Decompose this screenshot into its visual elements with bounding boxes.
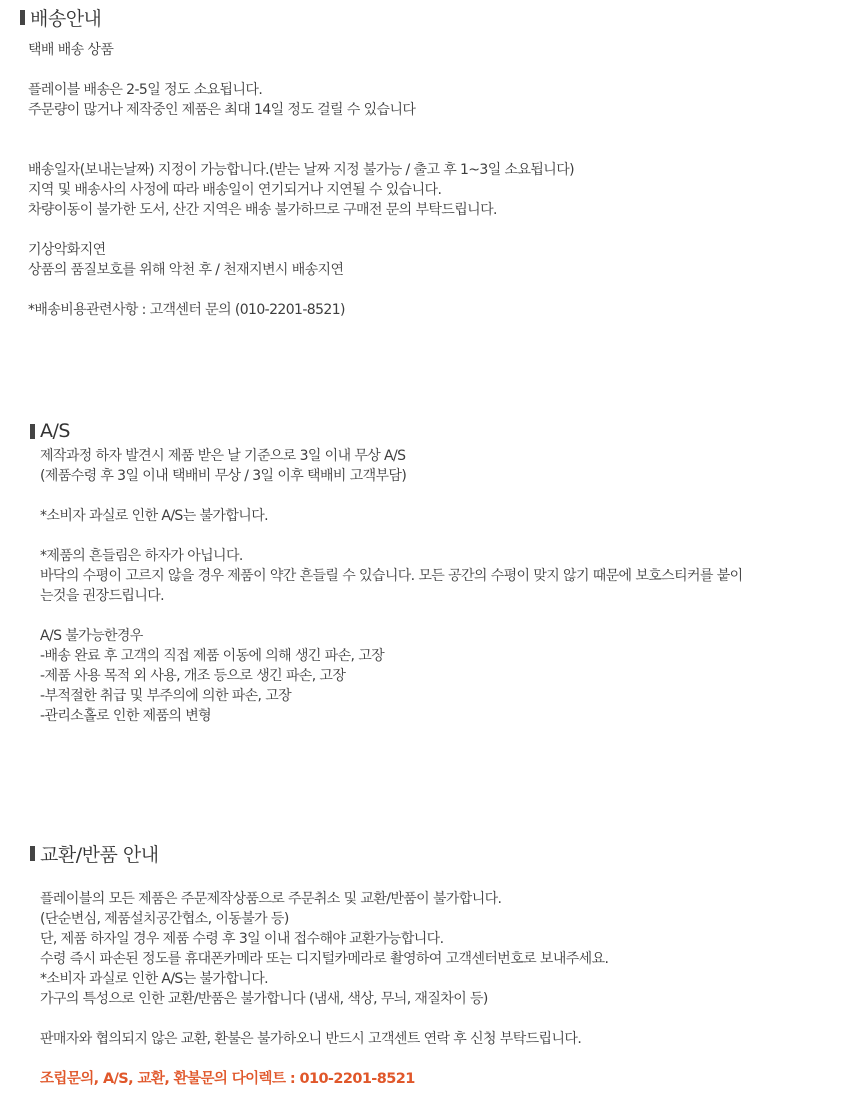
heading-bar-icon <box>20 10 25 25</box>
shipping-subtitle: 택배 배송 상품 <box>28 42 114 58</box>
as-p1-line: 제작과정 하자 발견시 제품 받은 날 기준으로 3일 이내 무상 A/S <box>40 448 406 464</box>
heading-bar-icon <box>30 424 35 439</box>
as-p4-line: -관리소홀로 인한 제품의 변형 <box>40 708 212 724</box>
as-p4-line: -배송 완료 후 고객의 직접 제품 이동에 의해 생긴 파손, 고장 <box>40 648 385 664</box>
exchange-body <box>30 889 860 1089</box>
shipping-p1-line: 주문량이 많거나 제작중인 제품은 최대 14일 정도 걸릴 수 있습니다 <box>28 102 416 118</box>
exchange-p1-line: 단, 제품 하자일 경우 제품 수령 후 3일 이내 접수해야 교환가능합니다. <box>40 931 444 947</box>
exchange-section <box>30 840 860 1089</box>
as-p3-line: 는것을 권장드립니다. <box>40 588 165 604</box>
as-p4-line: -부적절한 취급 및 부주의에 의한 파손, 고장 <box>40 688 292 704</box>
as-title: A/S <box>40 420 70 442</box>
as-section <box>30 420 860 726</box>
exchange-p2-line: 판매자와 협의되지 않은 교환, 환불은 불가하오니 반드시 고객센트 연락 후 신청 부탁드립니다. <box>40 1031 582 1047</box>
shipping-p2-line: 배송일자(보내는날짜) 지정이 가능합니다.(받는 날짜 지정 불가능 / 출고 후 1~3일 소요됩니다) <box>28 162 574 178</box>
shipping-title: 배송안내 <box>30 8 102 30</box>
exchange-p1-line: 플레이블의 모든 제품은 주문제작상품으로 주문취소 및 교환/반품이 불가합니다. <box>40 891 502 907</box>
shipping-cost-note: *배송비용관련사항 : 고객센터 문의 (010-2201-8521) <box>28 302 345 318</box>
shipping-heading <box>20 4 860 31</box>
shipping-p3-line: 기상악화지연 <box>28 242 106 258</box>
as-p2-line: *소비자 과실로 인한 A/S는 불가합니다. <box>40 508 268 524</box>
shipping-body <box>20 40 860 320</box>
as-p4-line: A/S 불가능한경우 <box>40 628 143 644</box>
shipping-p1-line: 플레이블 배송은 2-5일 정도 소요됩니다. <box>28 82 263 98</box>
shipping-p2-line: 지역 및 배송사의 사정에 따라 배송일이 연기되거나 지연될 수 있습니다. <box>28 182 442 198</box>
shipping-p2-line: 차량이동이 불가한 도서, 산간 지역은 배송 불가하므로 구매전 문의 부탁드립니다. <box>28 202 497 218</box>
as-p1-line: (제품수령 후 3일 이내 택배비 무상 / 3일 이후 택배비 고객부담) <box>40 468 407 484</box>
exchange-p1-line: *소비자 과실로 인한 A/S는 불가합니다. <box>40 971 268 987</box>
exchange-title: 교환/반품 안내 <box>40 844 159 866</box>
shipping-p3-line: 상품의 품질보호를 위해 악천 후 / 천재지변시 배송지연 <box>28 262 344 278</box>
direct-contact-line: 조립문의, A/S, 교환, 환불문의 다이렉트 : 010-2201-8521 <box>40 1071 415 1087</box>
as-p3-line: 바닥의 수평이 고르지 않을 경우 제품이 약간 흔들릴 수 있습니다. 모든 공간의 수평이 맞지 않기 때문에 보호스티커를 붙이 <box>40 568 743 584</box>
exchange-heading <box>30 840 860 867</box>
exchange-p1-line: 가구의 특성으로 인한 교환/반품은 불가합니다 (냄새, 색상, 무늬, 재질차이 등) <box>40 991 488 1007</box>
as-heading <box>30 420 860 442</box>
exchange-p1-line: 수령 즉시 파손된 정도를 휴대폰카메라 또는 디지털카메라로 촬영하여 고객센터번호로 보내주세요. <box>40 951 609 967</box>
exchange-p1-line: (단순변심, 제품설치공간협소, 이동불가 등) <box>40 911 289 927</box>
heading-bar-icon <box>30 846 35 861</box>
shipping-section <box>20 4 860 320</box>
as-p4-line: -제품 사용 목적 외 사용, 개조 등으로 생긴 파손, 고장 <box>40 668 346 684</box>
as-p3-line: *제품의 흔들림은 하자가 아닙니다. <box>40 548 243 564</box>
as-body <box>30 446 860 726</box>
